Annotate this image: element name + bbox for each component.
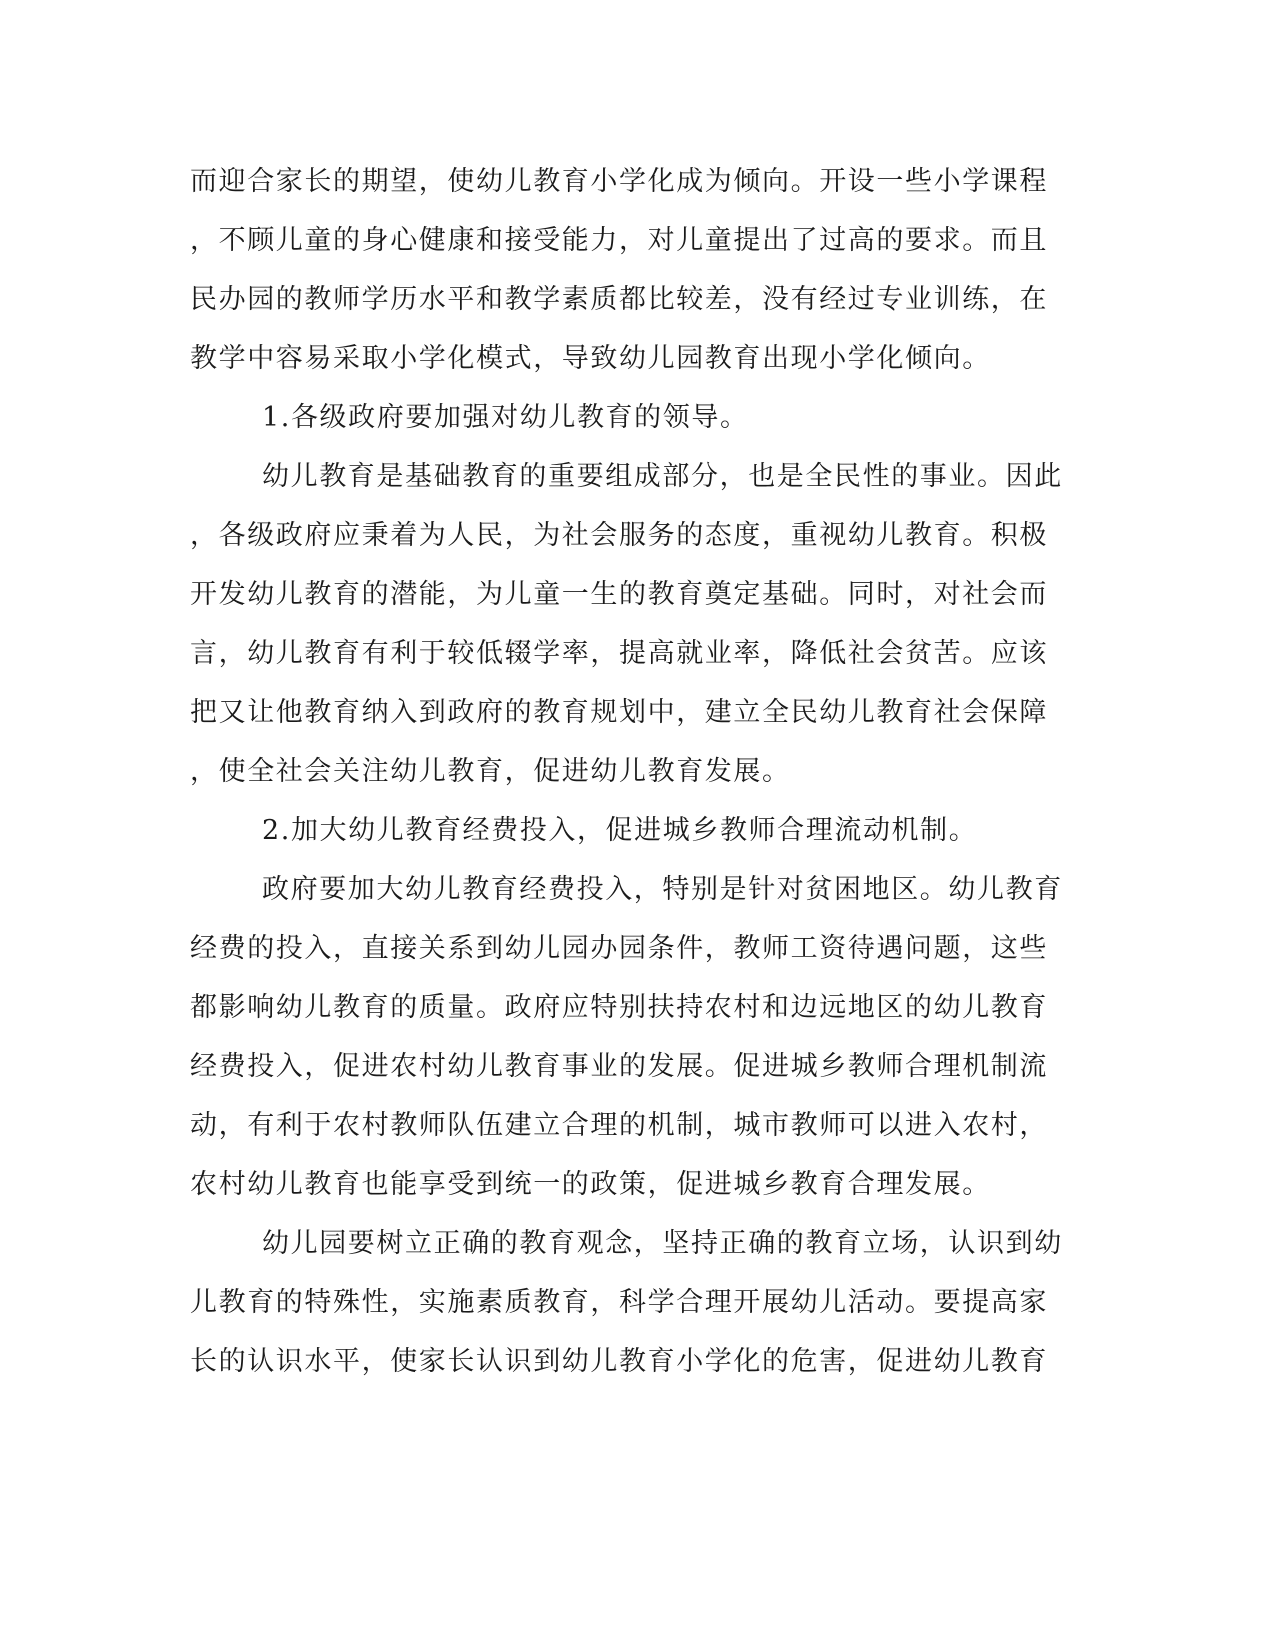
text-line: ，各级政府应秉着为人民，为社会服务的态度，重视幼儿教育。积极	[190, 520, 1048, 551]
text-line: 开发幼儿教育的潜能，为儿童一生的教育奠定基础。同时，对社会而	[190, 579, 1048, 610]
text-line: 幼儿教育是基础教育的重要组成部分，也是全民性的事业。因此	[262, 461, 1063, 492]
text-line: 经费的投入，直接关系到幼儿园办园条件，教师工资待遇问题，这些	[190, 933, 1048, 964]
text-line: 政府要加大幼儿教育经费投入，特别是针对贫困地区。幼儿教育	[262, 874, 1063, 905]
text-line: 都影响幼儿教育的质量。政府应特别扶持农村和边远地区的幼儿教育	[190, 992, 1048, 1023]
section-heading-1: 1.各级政府要加强对幼儿教育的领导。	[262, 402, 749, 433]
section-heading-2: 2.加大幼儿教育经费投入，促进城乡教师合理流动机制。	[262, 815, 978, 846]
text-line: 民办园的教师学历水平和教学素质都比较差，没有经过专业训练，在	[190, 284, 1048, 315]
text-line: 教学中容易采取小学化模式，导致幼儿园教育出现小学化倾向。	[190, 343, 991, 374]
text-line: ，使全社会关注幼儿教育，促进幼儿教育发展。	[190, 756, 791, 787]
text-line: 经费投入，促进农村幼儿教育事业的发展。促进城乡教师合理机制流	[190, 1051, 1048, 1082]
text-line: 儿教育的特殊性，实施素质教育，科学合理开展幼儿活动。要提高家	[190, 1287, 1048, 1318]
text-line: 而迎合家长的期望，使幼儿教育小学化成为倾向。开设一些小学课程	[190, 166, 1048, 197]
text-line: 动，有利于农村教师队伍建立合理的机制，城市教师可以进入农村，	[190, 1110, 1048, 1141]
text-line: 长的认识水平，使家长认识到幼儿教育小学化的危害，促进幼儿教育	[190, 1346, 1048, 1377]
text-line: 言，幼儿教育有利于较低辍学率，提高就业率，降低社会贫苦。应该	[190, 638, 1048, 669]
text-line: ，不顾儿童的身心健康和接受能力，对儿童提出了过高的要求。而且	[190, 225, 1048, 256]
text-line: 农村幼儿教育也能享受到统一的政策，促进城乡教育合理发展。	[190, 1169, 991, 1200]
text-line: 幼儿园要树立正确的教育观念，坚持正确的教育立场，认识到幼	[262, 1228, 1063, 1259]
text-line: 把又让他教育纳入到政府的教育规划中，建立全民幼儿教育社会保障	[190, 697, 1048, 728]
